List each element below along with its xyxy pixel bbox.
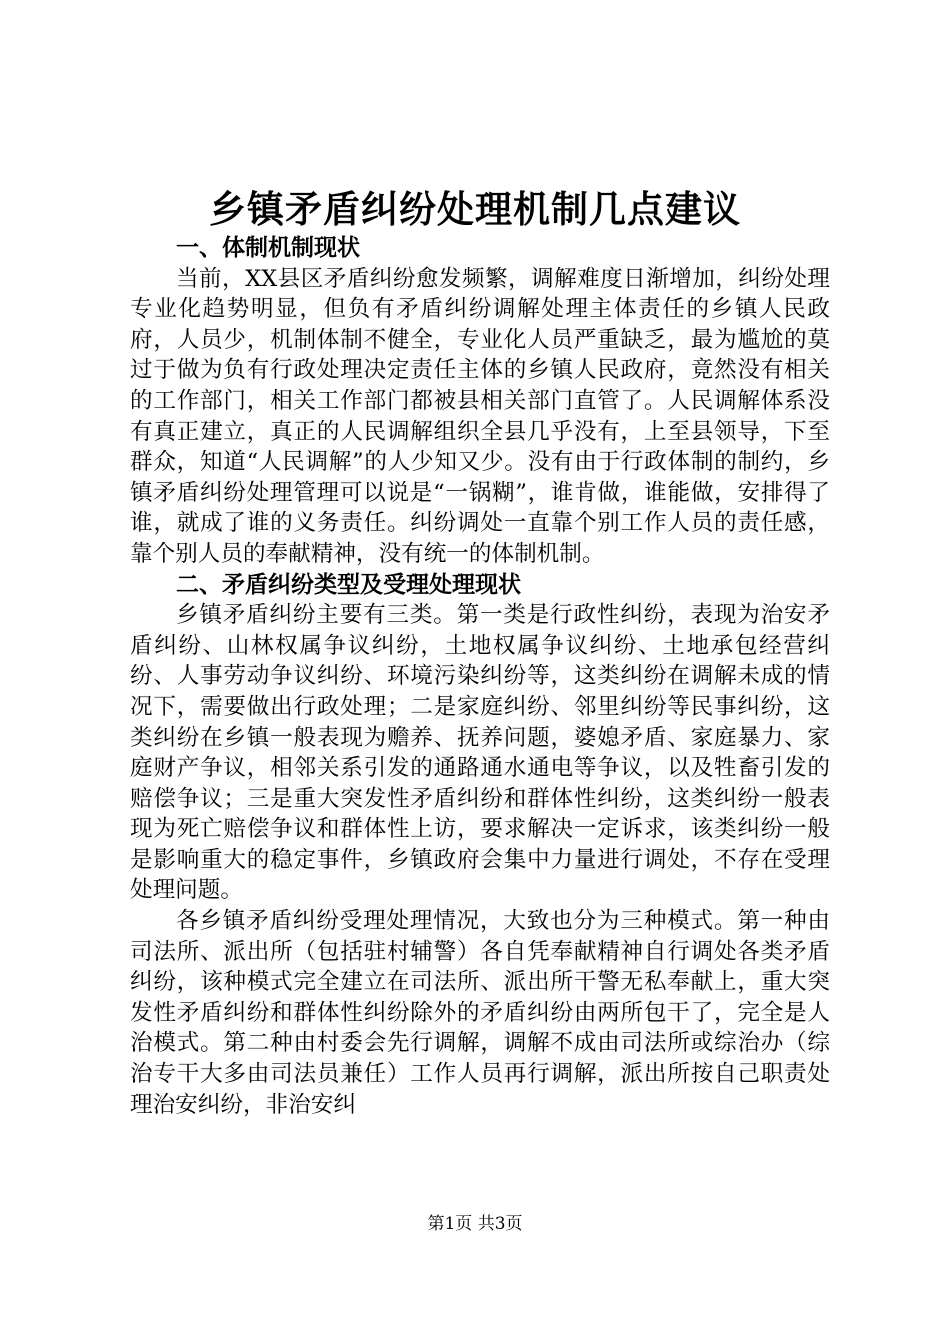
section-heading: 一、体制机制现状 <box>176 235 360 261</box>
body-paragraph: 各乡镇矛盾纠纷受理处理情况，大致也分为三种模式。第一种由司法所、派出所（包括驻村辅警）各自凭奉献精神自行调处各类矛盾纠纷，该种模式完全建立在司法所、派出所干警无私奉献上，重大突发性矛盾纠纷和群体性纠纷除外的矛盾纠纷由两所包干了，完全是人治模式。第二种由村委会先行调解，调解不成由司法所或综治办（综治专干大多由司法员兼任）工作人员再行调解，派出所按自己职责处理治安纠纷，非治安纠 <box>130 908 830 1118</box>
document-body <box>130 233 830 1120</box>
document-title: 乡镇矛盾纠纷处理机制几点建议 <box>209 188 741 231</box>
body-paragraph: 乡镇矛盾纠纷主要有三类。第一类是行政性纠纷，表现为治安矛盾纠纷、山林权属争议纠纷，土地权属争议纠纷、土地承包经营纠纷、人事劳动争议纠纷、环境污染纠纷等，这类纠纷在调解未成的情况下，需要做出行政处理；二是家庭纠纷、邻里纠纷等民事纠纷，这类纠纷在乡镇一般表现为赡养、抚养问题，婆媳矛盾、家庭暴力、家庭财产争议，相邻关系引发的通路通水通电等争议，以及牲畜引发的赔偿争议；三是重大突发性矛盾纠纷和群体性纠纷，这类纠纷一般表现为死亡赔偿争议和群体性上访，要求解决一定诉求，该类纠纷一般是影响重大的稳定事件，乡镇政府会集中力量进行调处，不存在受理处理问题。 <box>130 602 830 904</box>
body-paragraph: 当前，XX县区矛盾纠纷愈发频繁，调解难度日渐增加，纠纷处理专业化趋势明显，但负有矛盾纠纷调解处理主体责任的乡镇人民政府，人员少，机制体制不健全，专业化人员严重缺乏，最为尴尬的莫过于做为负有行政处理决定责任主体的乡镇人民政府，竟然没有相关的工作部门，相关工作部门都被县相关部门直管了。人民调解体系没有真正建立，真正的人民调解组织全县几乎没有，上至县领导，下至群众，知道“人民调解”的人少知又少。没有由于行政体制的制约，乡镇矛盾纠纷处理管理可以说是“一锅糊”，谁肯做，谁能做，安排得了谁，就成了谁的义务责任。纠纷调处一直靠个别工作人员的责任感，靠个别人员的奉献精神，没有统一的体制机制。 <box>130 265 830 567</box>
section-heading: 二、矛盾纠纷类型及受理处理现状 <box>176 571 521 598</box>
page-footer: 第1页 共3页 <box>427 1214 523 1234</box>
